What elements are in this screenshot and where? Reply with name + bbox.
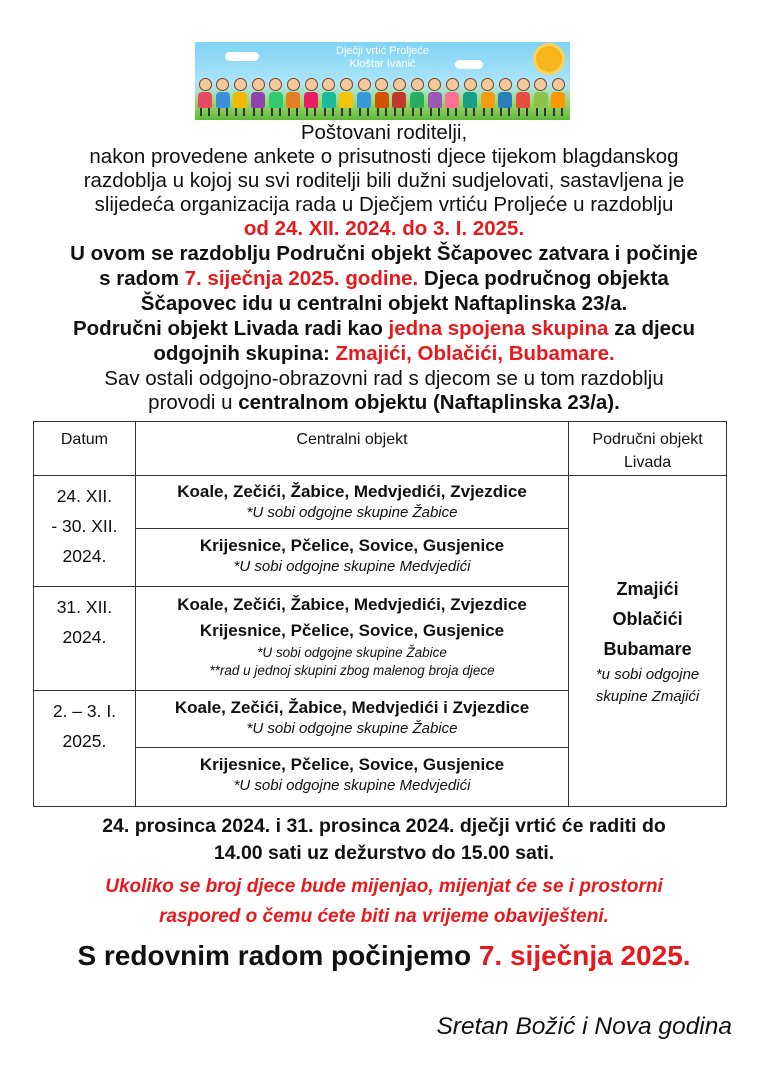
room-note: **rad u jednoj skupini zbog malenog broja djece — [209, 663, 495, 678]
date-cell — [34, 691, 136, 807]
room-note: *U sobi odgojne skupine Žabice — [246, 504, 458, 521]
child-figure — [251, 78, 265, 116]
regional-group: Bubamare — [603, 639, 692, 659]
header-regional — [569, 422, 727, 476]
room-note: *U sobi odgojne skupine Žabice — [246, 720, 458, 737]
intro-text: Područni objekt Livada radi kao — [72, 317, 389, 340]
date-line: - 30. XII. — [51, 516, 118, 536]
group-list: Krijesnice, Pčelice, Sovice, Gusjenice — [199, 536, 505, 555]
child-figure — [198, 78, 212, 116]
child-figure — [233, 78, 247, 116]
header-date: Datum — [34, 422, 136, 476]
holiday-greeting: Sretan Božić i Nova godina — [436, 1013, 732, 1040]
date-line: 2. – 3. I. — [52, 701, 117, 721]
intro-line — [0, 317, 768, 341]
regional-cell — [569, 476, 727, 807]
date-line: 2025. — [62, 731, 107, 751]
intro-line — [0, 342, 768, 366]
child-figure — [322, 78, 336, 116]
child-figure — [551, 78, 565, 116]
intro-line: Sav ostali odgojno-obrazovni rad s djecom se u tom razdoblju — [104, 367, 664, 390]
notice-line: raspored o čemu ćete biti na vrijeme obaviješteni. — [159, 906, 609, 927]
group-list: Koale, Zečići, Žabice, Medvjedići, Zvjezdice — [177, 482, 527, 501]
child-figure — [445, 78, 459, 116]
intro-line: slijedeća organizacija rada u Dječjem vrtiću Proljeće u razdoblju — [94, 193, 674, 216]
group-list: Koale, Zečići, Žabice, Medvjedići i Zvjezdice — [174, 698, 530, 717]
intro-line — [0, 267, 768, 291]
intro-line — [0, 391, 768, 415]
central-cell — [135, 748, 568, 807]
date-line: 2024. — [62, 546, 107, 566]
regional-group: Oblačići — [612, 609, 683, 629]
greeting: Poštovani roditelji, — [300, 121, 468, 144]
regional-note: skupine Zmajići — [595, 688, 700, 705]
intro-line: razdoblja u kojoj su svi roditelji bili dužni sudjelovati, sastavljena je — [83, 169, 685, 192]
central-cell — [135, 587, 568, 691]
resume-date: 7. siječnja 2025. — [478, 940, 691, 971]
reopen-date: 7. siječnja 2025. godine. — [184, 267, 419, 290]
child-figure — [286, 78, 300, 116]
regional-group: Zmajići — [616, 579, 679, 599]
intro-text: za djecu — [608, 317, 696, 340]
intro-text: Djeca područnog objekta — [418, 267, 669, 290]
room-note: *U sobi odgojne skupine Medvjedići — [233, 558, 471, 575]
date-line: 24. XII. — [56, 486, 113, 506]
notice-line: 24. prosinca 2024. i 31. prosinca 2024. dječji vrtić će raditi do — [102, 815, 666, 837]
child-figure — [481, 78, 495, 116]
intro-text: s radom — [99, 267, 185, 290]
central-cell — [135, 529, 568, 587]
merged-group-text: jedna spojena skupina — [388, 317, 609, 340]
child-figure — [428, 78, 442, 116]
intro-line: U ovom se razdoblju Područni objekt Ščapovec zatvara i počinje — [70, 242, 698, 265]
central-cell — [135, 476, 568, 529]
schedule-table — [33, 421, 727, 807]
header-central: Centralni objekt — [135, 422, 568, 476]
group-list: Krijesnice, Pčelice, Sovice, Gusjenice — [199, 755, 505, 774]
child-figure — [498, 78, 512, 116]
kindergarten-banner — [195, 42, 570, 120]
resume-text: S redovnim radom počinjemo — [77, 940, 479, 971]
child-figure — [534, 78, 548, 116]
intro-text: provodi u — [148, 391, 239, 414]
intro-line: nakon provedene ankete o prisutnosti djece tijekom blagdanskog — [89, 145, 679, 168]
child-figure — [357, 78, 371, 116]
working-hours-notice — [0, 813, 768, 867]
notice-line: 14.00 sati uz dežurstvo do 15.00 sati. — [213, 842, 555, 864]
header-regional-line: Livada — [623, 454, 672, 471]
header-regional-line: Područni objekt — [592, 431, 703, 448]
child-figure — [392, 78, 406, 116]
central-object-text: centralnom objektu (Naftaplinska 23/a). — [238, 391, 620, 414]
date-cell — [34, 476, 136, 587]
regional-note: *u sobi odgojne — [595, 666, 700, 683]
resume-notice — [0, 936, 768, 976]
group-list: Krijesnice, Pčelice, Sovice, Gusjenice — [199, 621, 505, 640]
child-figure — [463, 78, 477, 116]
room-note: *U sobi odgojne skupine Medvjedići — [233, 777, 471, 794]
central-cell — [135, 691, 568, 748]
child-figure — [216, 78, 230, 116]
group-names: Zmajići, Oblačići, Bubamare. — [335, 342, 615, 365]
date-line: 2024. — [62, 627, 107, 647]
children-illustration — [197, 76, 568, 116]
banner-subtitle: Kloštar Ivanić — [349, 58, 416, 70]
date-line: 31. XII. — [56, 597, 113, 617]
date-cell — [34, 587, 136, 691]
group-list: Koale, Zečići, Žabice, Medvjedići, Zvjezdice — [177, 595, 527, 614]
change-notice — [0, 872, 768, 932]
banner-title: Dječji vrtić Proljeće — [336, 45, 429, 57]
room-note: *U sobi odgojne skupine Žabice — [257, 645, 447, 660]
child-figure — [269, 78, 283, 116]
table-row — [34, 476, 727, 529]
period-range: od 24. XII. 2024. do 3. I. 2025. — [243, 217, 525, 240]
child-figure — [516, 78, 530, 116]
child-figure — [410, 78, 424, 116]
notice-line: Ukoliko se broj djece bude mijenjao, mijenjat će se i prostorni — [105, 876, 663, 897]
table-header-row — [34, 422, 727, 476]
intro-text: odgojnih skupina: — [153, 342, 336, 365]
child-figure — [375, 78, 389, 116]
child-figure — [339, 78, 353, 116]
child-figure — [304, 78, 318, 116]
intro-line: Ščapovec idu u centralni objekt Naftaplinska 23/a. — [140, 292, 628, 315]
